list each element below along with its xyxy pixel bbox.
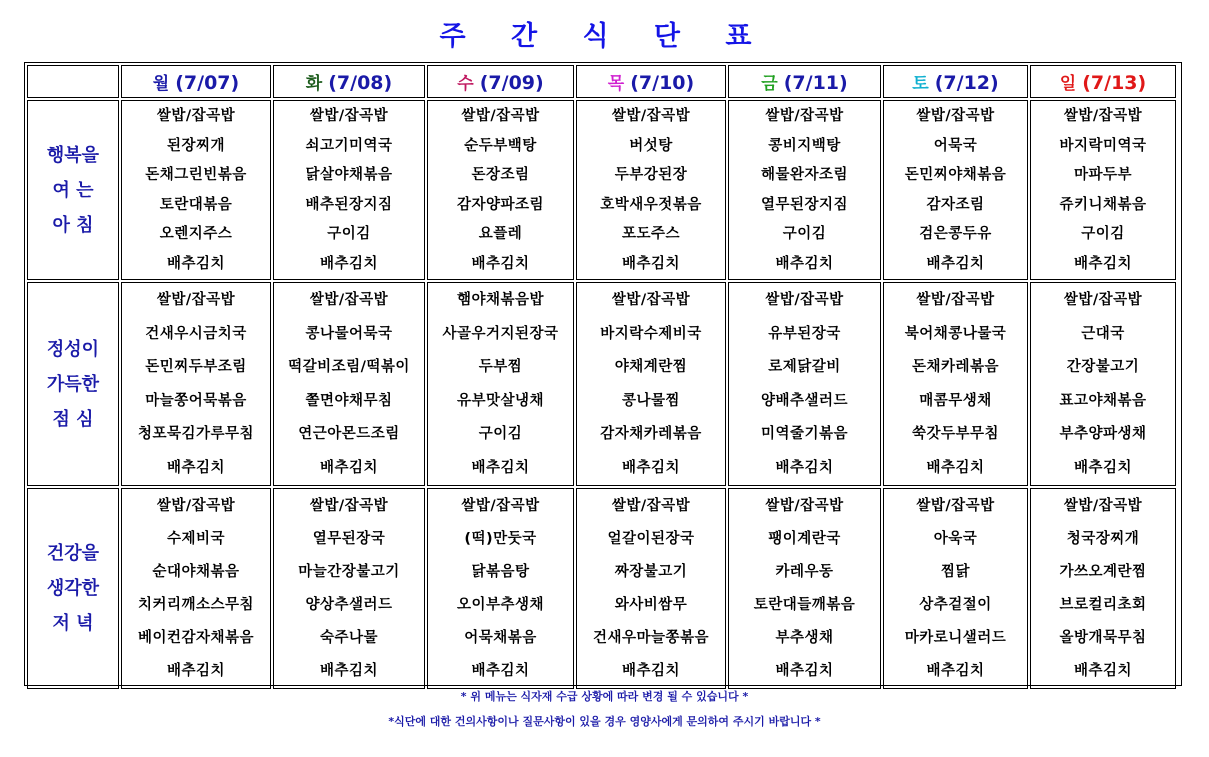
dish-item: 마카로니샐러드 bbox=[904, 630, 1007, 646]
dish-item: 열무된장지짐 bbox=[760, 196, 849, 213]
meal-label-line: 저 녁 bbox=[52, 613, 94, 634]
dish-item: 토란대들깨볶음 bbox=[753, 597, 856, 613]
dish-item: 호박새우젓볶음 bbox=[600, 196, 702, 213]
dish-item: 열무된장국 bbox=[312, 531, 386, 547]
dish-item: 가쓰오계란찜 bbox=[1059, 564, 1147, 580]
dish-item: 쌀밥/잡곡밥 bbox=[461, 498, 540, 514]
dish-item: 배추김치 bbox=[926, 255, 985, 272]
dish-item: 순두부백탕 bbox=[464, 137, 537, 154]
dish-item: 검은콩두유 bbox=[919, 226, 992, 242]
day-of-week: 일 bbox=[1059, 74, 1077, 94]
menu-cell bbox=[883, 100, 1028, 280]
dish-item: 배추김치 bbox=[471, 663, 530, 679]
meal-label-line: 점 심 bbox=[52, 408, 94, 430]
dish-item: 쌀밥/잡곡밥 bbox=[1063, 108, 1143, 124]
menu-cell bbox=[1030, 488, 1176, 689]
dish-item: 구이김 bbox=[782, 226, 827, 242]
dish-item: (떡)만둣국 bbox=[464, 531, 537, 547]
dish-item: 쌀밥/잡곡밥 bbox=[765, 498, 844, 514]
meal-label-cell bbox=[27, 100, 119, 280]
day-header-1 bbox=[273, 65, 425, 98]
dish-item: 바지락수제비국 bbox=[600, 325, 702, 342]
dish-item: 쌀밥/잡곡밥 bbox=[765, 292, 844, 308]
dish-item: 쌀밥/잡곡밥 bbox=[916, 498, 995, 514]
dish-item: 쌀밥/잡곡밥 bbox=[611, 108, 691, 124]
dish-item: 배추김치 bbox=[471, 255, 530, 272]
dish-item: 쌀밥/잡곡밥 bbox=[461, 108, 540, 124]
menu-cell bbox=[728, 100, 881, 280]
dish-item: 두부찜 bbox=[478, 359, 523, 375]
dish-item: 배추김치 bbox=[471, 459, 530, 476]
meal-label-line: 생각한 bbox=[46, 578, 100, 599]
day-of-week: 수 bbox=[457, 74, 474, 94]
meal-row-2 bbox=[27, 488, 1176, 689]
dish-item: 토란대볶음 bbox=[159, 196, 233, 213]
dish-item: 배추김치 bbox=[1073, 663, 1133, 679]
menu-cell bbox=[883, 282, 1028, 486]
menu-cell bbox=[576, 100, 726, 280]
dish-item: 돈민찌야채볶음 bbox=[904, 167, 1007, 183]
dish-item: 야채계란찜 bbox=[614, 359, 688, 375]
dish-item: 배추김치 bbox=[621, 255, 681, 272]
day-date: (7/12) bbox=[934, 72, 999, 94]
dish-item: 배추김치 bbox=[775, 255, 834, 272]
dish-item: 두부강된장 bbox=[614, 167, 688, 183]
dish-item: 아욱국 bbox=[933, 531, 978, 547]
dish-item: 짜장불고기 bbox=[614, 564, 688, 580]
meal-label-cell bbox=[27, 282, 119, 486]
dish-item: 배추김치 bbox=[621, 663, 681, 679]
dish-item: 로제닭갈비 bbox=[768, 359, 841, 375]
dish-item: 북어채콩나물국 bbox=[904, 325, 1007, 342]
dish-item: 콩비지백탕 bbox=[768, 137, 841, 154]
menu-cell bbox=[427, 488, 574, 689]
dish-item: 부추생채 bbox=[775, 630, 834, 646]
dish-item: 베이컨감자채볶음 bbox=[137, 630, 255, 646]
dish-item: 감자양파조림 bbox=[456, 196, 545, 213]
dish-item: 쥬키니채볶음 bbox=[1059, 196, 1147, 213]
dish-item: 배추김치 bbox=[166, 459, 226, 476]
dish-item: 쌀밥/잡곡밥 bbox=[156, 498, 236, 514]
header-row bbox=[27, 65, 1176, 98]
dish-item: 마늘간장불고기 bbox=[298, 564, 400, 580]
dish-item: 배추김치 bbox=[319, 663, 379, 679]
day-date: (7/13) bbox=[1082, 72, 1147, 94]
dish-item: 쌀밥/잡곡밥 bbox=[1063, 498, 1143, 514]
dish-item: 숙주나물 bbox=[319, 630, 379, 646]
dish-item: 상추겉절이 bbox=[919, 597, 992, 613]
dish-item: 매콤무생채 bbox=[919, 392, 992, 409]
dish-item: 유부맛살냉채 bbox=[456, 392, 545, 409]
day-date: (7/09) bbox=[479, 72, 544, 94]
day-of-week: 월 bbox=[152, 74, 170, 94]
dish-item: 간장불고기 bbox=[1066, 359, 1140, 375]
dish-item: 양상추샐러드 bbox=[305, 597, 393, 613]
dish-item: 쇠고기미역국 bbox=[305, 137, 393, 154]
dish-item: 얼갈이된장국 bbox=[607, 531, 695, 547]
meal-row-1 bbox=[27, 282, 1176, 486]
dish-item: 표고야채볶음 bbox=[1059, 392, 1147, 409]
dish-item: 배추김치 bbox=[319, 459, 379, 476]
dish-item: 배추김치 bbox=[775, 459, 834, 476]
dish-item: 돈장조림 bbox=[471, 167, 530, 183]
menu-cell bbox=[273, 282, 425, 486]
dish-item: 닭살야채볶음 bbox=[305, 167, 393, 183]
dish-item: 양배추샐러드 bbox=[760, 392, 849, 409]
page-title: 주 간 식 단 표 bbox=[439, 21, 770, 52]
corner-cell bbox=[27, 65, 119, 98]
dish-item: 쌀밥/잡곡밥 bbox=[309, 292, 389, 308]
day-header-0 bbox=[121, 65, 271, 98]
dish-item: 쌀밥/잡곡밥 bbox=[1063, 292, 1143, 308]
day-date: (7/11) bbox=[783, 72, 848, 94]
dish-item: 배추김치 bbox=[319, 255, 379, 272]
dish-item: 오이부추생채 bbox=[456, 597, 545, 613]
menu-cell bbox=[273, 488, 425, 689]
dish-item: 버섯탕 bbox=[629, 137, 673, 154]
dish-item: 청국장찌개 bbox=[1066, 531, 1140, 547]
dish-item: 배추된장지짐 bbox=[305, 196, 393, 213]
dish-item: 어묵채볶음 bbox=[464, 630, 537, 646]
dish-item: 구이김 bbox=[478, 426, 523, 442]
dish-item: 유부된장국 bbox=[768, 325, 841, 342]
menu-cell bbox=[1030, 100, 1176, 280]
dish-item: 포도주스 bbox=[621, 226, 681, 242]
meal-label-line: 정성이 bbox=[46, 338, 100, 360]
dish-item: 미역줄기볶음 bbox=[760, 426, 849, 442]
dish-item: 연근아몬드조림 bbox=[298, 426, 400, 442]
dish-item: 배추김치 bbox=[621, 459, 681, 476]
dish-item: 건새우시금치국 bbox=[145, 325, 247, 342]
dish-item: 쫄면야채무침 bbox=[305, 392, 393, 409]
dish-item: 쌀밥/잡곡밥 bbox=[916, 108, 995, 124]
dish-item: 건새우마늘쫑볶음 bbox=[592, 630, 710, 646]
dish-item: 배추김치 bbox=[166, 663, 226, 679]
day-of-week: 토 bbox=[912, 74, 929, 94]
dish-item: 돈채그린빈볶음 bbox=[145, 167, 247, 183]
dish-item: 배추김치 bbox=[1073, 255, 1133, 272]
dish-item: 배추김치 bbox=[926, 663, 985, 679]
meal-label-line: 아 침 bbox=[52, 214, 94, 236]
dish-item: 배추김치 bbox=[166, 255, 226, 272]
meal-label-line: 가득한 bbox=[46, 373, 100, 395]
dish-item: 카레우동 bbox=[775, 564, 834, 580]
menu-cell bbox=[576, 488, 726, 689]
notice-menu-change: * 위 메뉴는 식자재 수급 상황에 따라 변경 될 수 있습니다 * bbox=[460, 690, 749, 703]
meal-label-line: 여 는 bbox=[52, 179, 94, 201]
dish-item: 사골우거지된장국 bbox=[442, 325, 559, 342]
dish-item: 순대야채볶음 bbox=[152, 564, 240, 580]
menu-cell bbox=[1030, 282, 1176, 486]
day-of-week: 목 bbox=[607, 74, 625, 94]
dish-item: 근대국 bbox=[1081, 325, 1125, 342]
dish-item: 구이김 bbox=[327, 226, 371, 242]
dish-item: 해물완자조림 bbox=[760, 167, 849, 183]
dish-item: 요플레 bbox=[478, 226, 523, 242]
dish-item: 쌀밥/잡곡밥 bbox=[309, 108, 389, 124]
meal-label-line: 행복을 bbox=[46, 144, 100, 166]
dish-item: 팽이계란국 bbox=[768, 531, 841, 547]
dish-item: 닭볶음탕 bbox=[471, 564, 530, 580]
day-header-6 bbox=[1030, 65, 1176, 98]
dish-item: 쌀밥/잡곡밥 bbox=[916, 292, 995, 308]
dish-item: 어묵국 bbox=[933, 137, 978, 154]
dish-item: 브로컬리초회 bbox=[1059, 597, 1147, 613]
dish-item: 쑥갓두부무침 bbox=[911, 426, 1000, 442]
meal-label-cell bbox=[27, 488, 119, 689]
menu-cell bbox=[728, 488, 881, 689]
dish-item: 감자조림 bbox=[926, 196, 985, 213]
day-of-week: 화 bbox=[305, 74, 323, 94]
dish-item: 배추김치 bbox=[1073, 459, 1133, 476]
dish-item: 돈채카레볶음 bbox=[911, 359, 1000, 375]
dish-item: 배추김치 bbox=[926, 459, 985, 476]
day-date: (7/08) bbox=[328, 72, 393, 94]
dish-item: 와사비쌈무 bbox=[614, 597, 688, 613]
dish-item: 오렌지주스 bbox=[159, 226, 233, 242]
dish-item: 쌀밥/잡곡밥 bbox=[765, 108, 844, 124]
dish-item: 쌀밥/잡곡밥 bbox=[611, 498, 691, 514]
day-header-2 bbox=[427, 65, 574, 98]
dish-item: 바지락미역국 bbox=[1059, 137, 1147, 154]
dish-item: 올방개묵무침 bbox=[1059, 630, 1147, 646]
menu-cell bbox=[121, 100, 271, 280]
dish-item: 된장찌개 bbox=[166, 137, 226, 154]
dish-item: 찜닭 bbox=[940, 564, 970, 580]
menu-cell bbox=[427, 282, 574, 486]
dish-item: 감자채카레볶음 bbox=[600, 426, 702, 442]
meal-label-line: 건강을 bbox=[46, 543, 100, 564]
menu-cell bbox=[121, 488, 271, 689]
day-date: (7/10) bbox=[630, 72, 695, 94]
dish-item: 쌀밥/잡곡밥 bbox=[156, 108, 236, 124]
dish-item: 돈민찌두부조림 bbox=[145, 359, 247, 375]
dish-item: 콩나물찜 bbox=[621, 392, 681, 409]
day-header-3 bbox=[576, 65, 726, 98]
dish-item: 쌀밥/잡곡밥 bbox=[309, 498, 389, 514]
dish-item: 마늘쫑어묵볶음 bbox=[145, 392, 247, 409]
dish-item: 떡갈비조림/떡볶이 bbox=[288, 359, 410, 375]
dish-item: 수제비국 bbox=[166, 531, 226, 547]
menu-cell bbox=[883, 488, 1028, 689]
menu-cell bbox=[576, 282, 726, 486]
dish-item: 마파두부 bbox=[1073, 167, 1133, 183]
menu-cell bbox=[273, 100, 425, 280]
day-date: (7/07) bbox=[175, 72, 240, 94]
weekly-menu-table bbox=[25, 63, 1178, 691]
dish-item: 부추양파생채 bbox=[1059, 426, 1147, 442]
dish-item: 햄야채볶음밥 bbox=[456, 292, 545, 308]
day-header-5 bbox=[883, 65, 1028, 98]
dish-item: 구이김 bbox=[1081, 226, 1125, 242]
menu-cell bbox=[121, 282, 271, 486]
dish-item: 청포묵김가루무침 bbox=[137, 426, 255, 442]
meal-row-0 bbox=[27, 100, 1176, 280]
dish-item: 배추김치 bbox=[775, 663, 834, 679]
dish-item: 콩나물어묵국 bbox=[305, 325, 393, 342]
dish-item: 치커리깨소스무침 bbox=[137, 597, 255, 613]
dish-item: 쌀밥/잡곡밥 bbox=[611, 292, 691, 308]
menu-cell bbox=[427, 100, 574, 280]
notice-contact-dietitian: *식단에 대한 건의사항이나 질문사항이 있을 경우 영양사에게 문의하여 주시기 바랍니다 * bbox=[388, 715, 821, 728]
day-of-week: 금 bbox=[761, 74, 778, 94]
menu-cell bbox=[728, 282, 881, 486]
day-header-4 bbox=[728, 65, 881, 98]
dish-item: 쌀밥/잡곡밥 bbox=[156, 292, 236, 308]
